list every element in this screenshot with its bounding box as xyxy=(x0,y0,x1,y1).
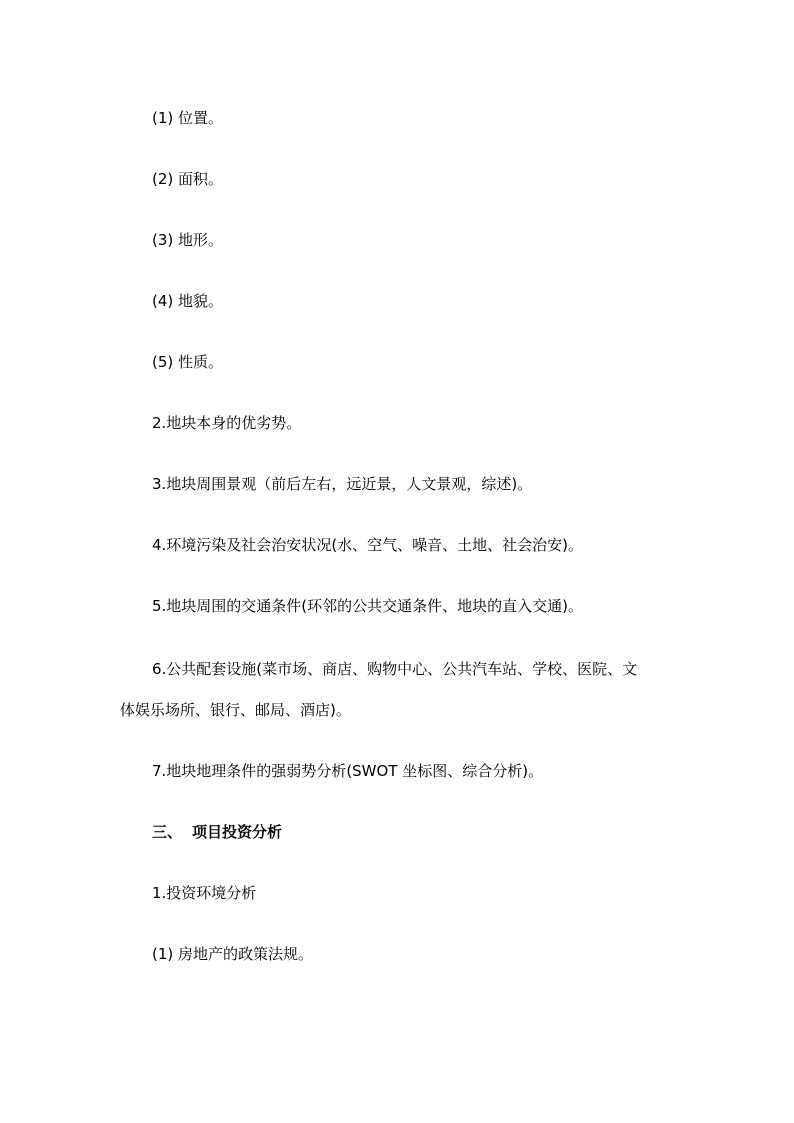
section-heading xyxy=(152,822,282,842)
list-item-location: (1) 位置。 xyxy=(152,109,224,127)
section-heading-title: 项目投资分析 xyxy=(192,823,283,841)
paragraph-traffic: 5.地块周围的交通条件(环邻的公共交通条件、地块的直入交通)。 xyxy=(152,597,584,615)
section-heading-number: 三、 xyxy=(152,823,183,841)
paragraph-facilities xyxy=(120,659,680,720)
sub-heading-investment-environment: 1.投资环境分析 xyxy=(152,884,257,902)
list-item-area: (2) 面积。 xyxy=(152,170,224,188)
paragraph-strengths: 2.地块本身的优劣势。 xyxy=(152,414,302,432)
paragraph-landscape: 3.地块周围景观（前后左右，远近景，人文景观，综述)。 xyxy=(152,475,533,493)
list-item-policy: (1) 房地产的政策法规。 xyxy=(152,945,314,963)
list-item-terrain: (3) 地形。 xyxy=(152,231,224,249)
list-item-landform: (4) 地貌。 xyxy=(152,292,224,310)
list-item-nature: (5) 性质。 xyxy=(152,353,224,371)
paragraph-environment: 4.环境污染及社会治安状况(水、空气、噪音、土地、社会治安)。 xyxy=(152,536,584,554)
paragraph-swot: 7.地块地理条件的强弱势分析(SWOT 坐标图、综合分析)。 xyxy=(152,762,544,780)
paragraph-facilities-line-2: 体娱乐场所、银行、邮局、酒店)。 xyxy=(120,701,351,719)
paragraph-facilities-line-1: 6.公共配套设施(菜市场、商店、购物中心、公共汽车站、学校、医院、文 xyxy=(152,660,638,678)
